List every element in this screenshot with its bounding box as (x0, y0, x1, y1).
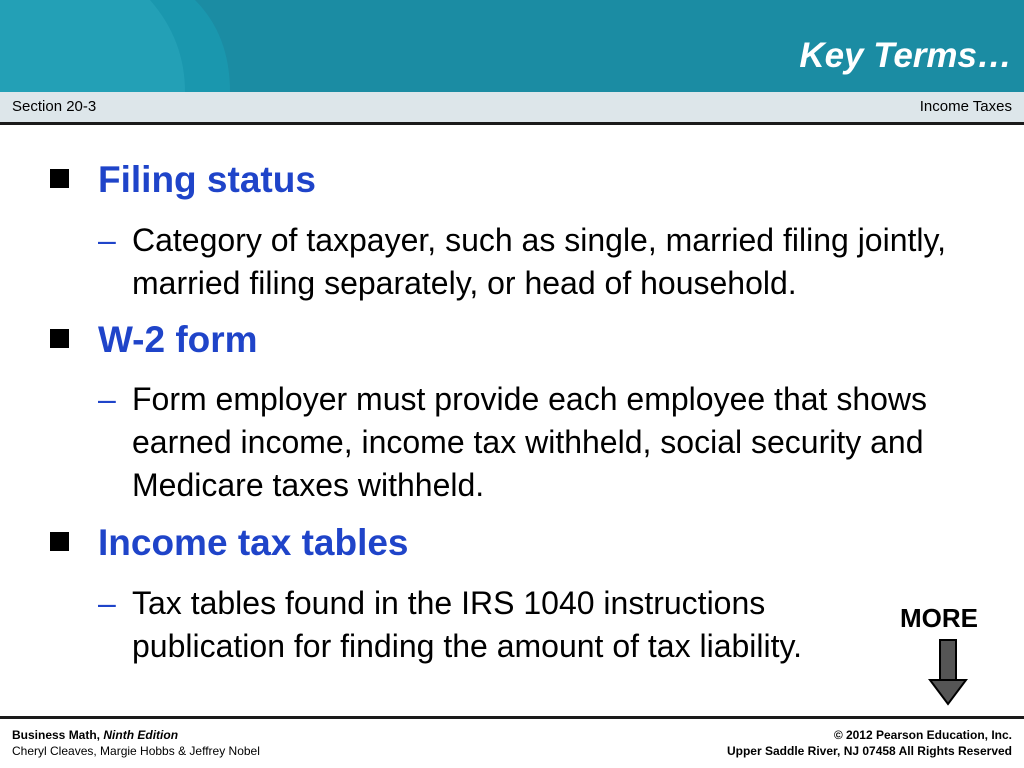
book-authors: Cheryl Cleaves, Margie Hobbs & Jeffrey Nobel (12, 744, 260, 758)
section-label: Section 20-3 (12, 98, 97, 115)
square-bullet-icon (50, 169, 69, 188)
header-divider (0, 122, 1024, 125)
square-bullet-icon (50, 532, 69, 551)
more-label[interactable]: MORE (900, 603, 978, 633)
dash-bullet: – (98, 222, 116, 258)
book-edition: Ninth Edition (103, 728, 179, 742)
copyright-symbol: © (833, 728, 843, 742)
publisher-address: Upper Saddle River, NJ 07458 All Rights Reserved (726, 744, 1012, 758)
term-heading: Income tax tables (98, 522, 409, 563)
title-banner (0, 0, 1024, 92)
square-bullet-icon (50, 329, 69, 348)
slide-content (0, 130, 1024, 710)
dash-bullet: – (98, 585, 116, 621)
term-definition (98, 378, 988, 507)
definition-text: Category of taxpayer, such as single, married filing jointly, married filing separately, or head of household. (132, 222, 947, 301)
term-definition (98, 582, 868, 668)
term-definition (98, 219, 988, 305)
slide-title: Key Terms… (799, 36, 1012, 75)
definition-text: Tax tables found in the IRS 1040 instructions publication for finding the amount of tax liability. (132, 585, 803, 664)
term-heading: Filing status (98, 159, 316, 200)
definition-text: Form employer must provide each employee that shows earned income, income tax withheld, social security and Medicare taxes withheld. (132, 381, 928, 503)
term-heading: W-2 form (98, 319, 258, 360)
copyright-text: 2012 Pearson Education, Inc. (845, 728, 1012, 742)
slide-footer (0, 719, 1024, 768)
section-bar (0, 92, 1024, 122)
book-title: Business Math, (12, 728, 101, 742)
copyright-line (834, 728, 1012, 742)
dash-bullet: – (98, 381, 116, 417)
arrow-down-icon[interactable] (928, 638, 968, 706)
book-title-line (12, 728, 178, 742)
topic-label: Income Taxes (919, 98, 1012, 115)
